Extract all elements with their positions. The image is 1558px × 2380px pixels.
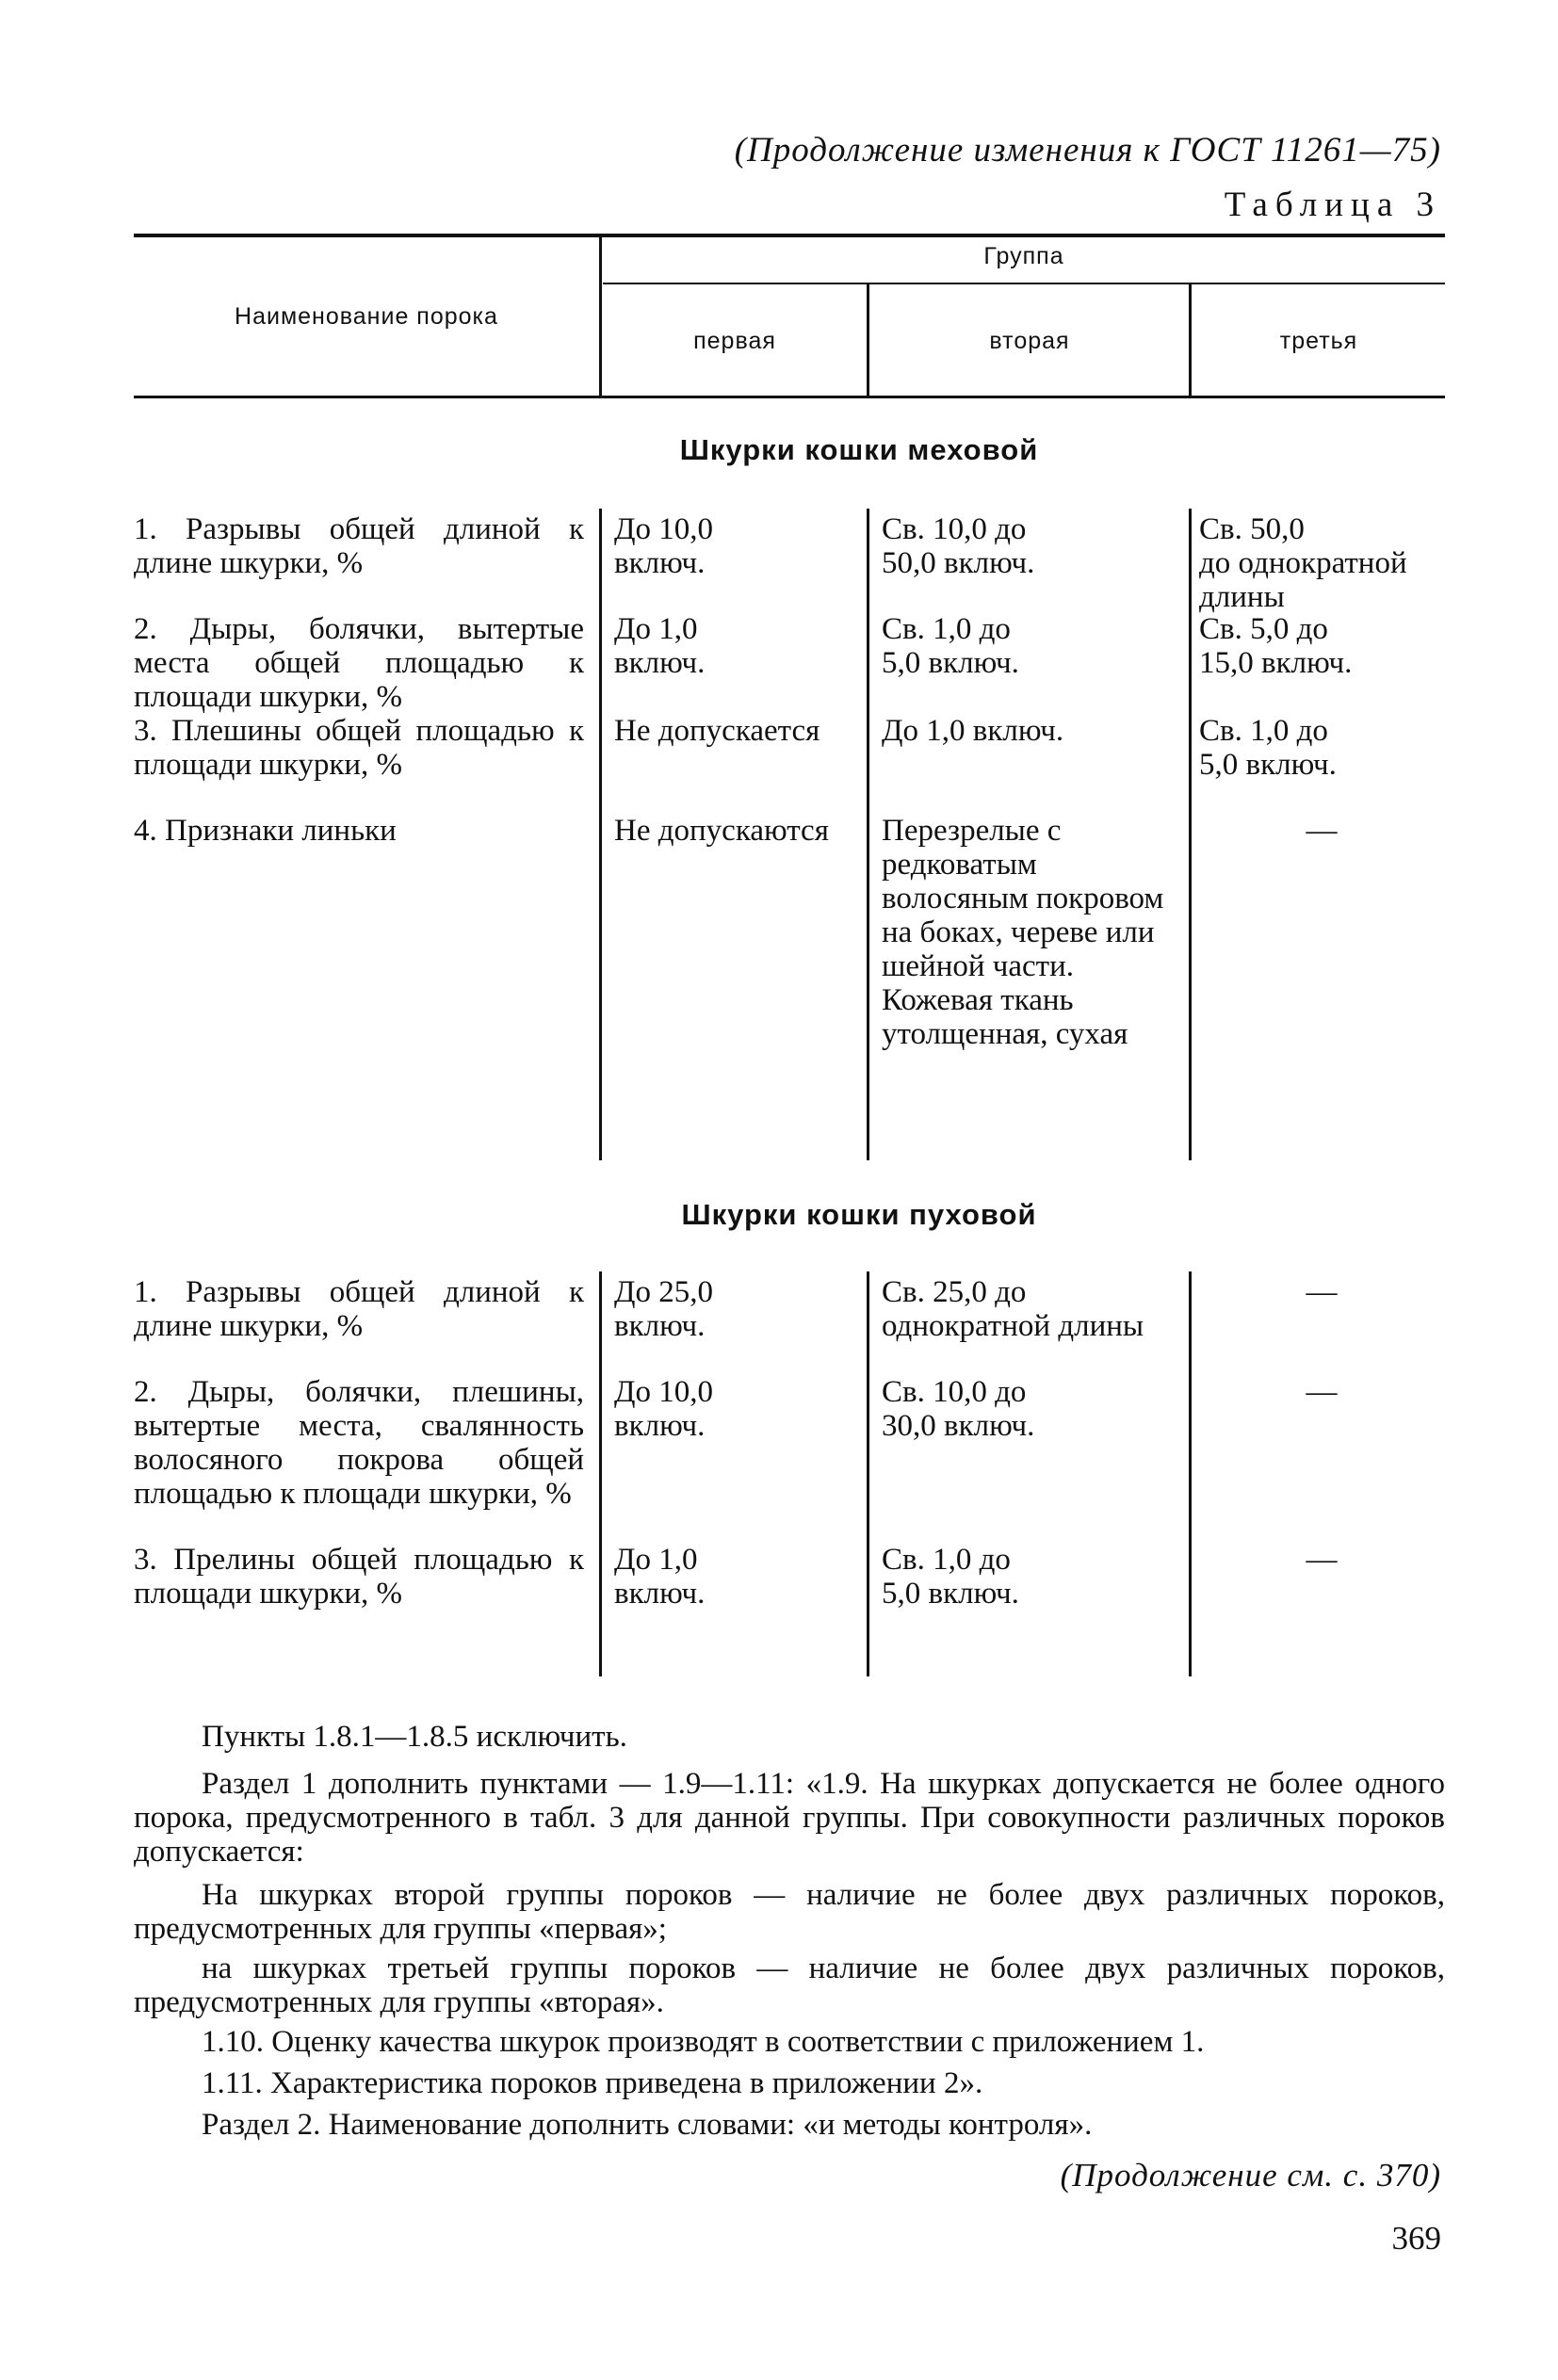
table-cell-second: Св. 1,0 до 5,0 включ. bbox=[882, 1543, 1019, 1611]
body2-divider-name bbox=[599, 1271, 602, 1676]
paragraph: на шкурках третьей группы пороков — наличие не более двух различных пороков, предусмотренных для группы «вторая». bbox=[134, 1951, 1445, 2019]
header-bottom-rule bbox=[134, 396, 1445, 398]
table-cell-third: Св. 1,0 до 5,0 включ. bbox=[1199, 714, 1337, 782]
paragraph: Пункты 1.8.1—1.8.5 исключить. bbox=[202, 1720, 627, 1754]
col-name-header: Наименование порока bbox=[235, 303, 498, 330]
header-divider-second bbox=[1189, 284, 1192, 396]
table-row-name: 4. Признаки линьки bbox=[134, 814, 397, 848]
section-title-down: Шкурки кошки пуховой bbox=[681, 1198, 1037, 1231]
table-row-name: 1. Разрывы общей длиной к длине шкурки, % bbox=[134, 1275, 584, 1343]
table-row-name: 3. Плешины общей площадью к площади шкурки, % bbox=[134, 714, 584, 782]
group-header-rule bbox=[603, 283, 1445, 284]
table-cell-second: Св. 25,0 до однократной длины bbox=[882, 1275, 1144, 1343]
section-title-fur: Шкурки кошки меховой bbox=[679, 433, 1039, 466]
header-divider-name bbox=[599, 237, 602, 396]
table-cell-second: Св. 1,0 до 5,0 включ. bbox=[882, 612, 1019, 680]
body2-divider-second bbox=[1189, 1271, 1192, 1676]
footer-continuation: (Продолжение см. с. 370) bbox=[1060, 2157, 1441, 2194]
table-cell-second: Перезрелые с редковатым волосяным покровом на боках, череве или шейной части. Кожевая ткань утолщенная, сухая bbox=[882, 814, 1164, 1051]
table-cell-third: — bbox=[1306, 1375, 1338, 1409]
paragraph: Раздел 2. Наименование дополнить словами: «и методы контроля». bbox=[202, 2108, 1093, 2142]
table-row-name: 3. Прелины общей площадью к площади шкурки, % bbox=[134, 1543, 584, 1611]
body1-divider-name bbox=[599, 509, 602, 1160]
paragraph: 1.11. Характеристика пороков приведена в приложении 2». bbox=[202, 2066, 983, 2100]
header-continuation: (Продолжение изменения к ГОСТ 11261—75) bbox=[734, 131, 1441, 170]
table-cell-second: Св. 10,0 до 50,0 включ. bbox=[882, 512, 1035, 580]
col-second-header: вторая bbox=[989, 328, 1070, 354]
page-number: 369 bbox=[1391, 2220, 1441, 2257]
col-first-header: первая bbox=[693, 328, 776, 354]
table-cell-first: До 1,0 включ. bbox=[614, 612, 706, 680]
table-cell-first: Не допускаются bbox=[614, 814, 829, 848]
body1-divider-second bbox=[1189, 509, 1192, 1160]
paragraph: Раздел 1 дополнить пунктами — 1.9—1.11: «1.9. На шкурках допускается не более одного порока, предусмотренного в табл. 3 для данной группы. При совокупности различных пороков допускается: bbox=[134, 1767, 1445, 1869]
table-cell-third: Св. 5,0 до 15,0 включ. bbox=[1199, 612, 1353, 680]
table-cell-third: — bbox=[1306, 814, 1338, 848]
table-cell-first: До 25,0 включ. bbox=[614, 1275, 714, 1343]
table-cell-third: — bbox=[1306, 1275, 1338, 1309]
table-label: Таблица 3 bbox=[1224, 186, 1441, 224]
table-top-rule bbox=[134, 234, 1445, 237]
table-cell-third: — bbox=[1306, 1543, 1338, 1577]
table-cell-second: До 1,0 включ. bbox=[882, 714, 1064, 748]
paragraph: 1.10. Оценку качества шкурок производят в соответствии с приложением 1. bbox=[202, 2025, 1205, 2059]
table-cell-third: Св. 50,0 до однократной длины bbox=[1199, 512, 1407, 614]
header-divider-first bbox=[867, 284, 869, 396]
table-cell-second: Св. 10,0 до 30,0 включ. bbox=[882, 1375, 1035, 1443]
group-header: Группа bbox=[983, 243, 1064, 269]
table-cell-first: До 10,0 включ. bbox=[614, 1375, 714, 1443]
table-cell-first: До 1,0 включ. bbox=[614, 1543, 706, 1611]
table-row-name: 2. Дыры, болячки, вытертые места общей площадью к площади шкурки, % bbox=[134, 612, 584, 714]
table-row-name: 1. Разрывы общей длиной к длине шкурки, % bbox=[134, 512, 584, 580]
paragraph: На шкурках второй группы пороков — наличие не более двух различных пороков, предусмотренных для группы «первая»; bbox=[134, 1878, 1445, 1946]
table-cell-first: До 10,0 включ. bbox=[614, 512, 714, 580]
col-third-header: третья bbox=[1279, 328, 1358, 354]
table-cell-first: Не допускается bbox=[614, 714, 820, 748]
table-row-name: 2. Дыры, болячки, плешины, вытертые места, свалянность волосяного покрова общей площадью к площади шкурки, % bbox=[134, 1375, 584, 1511]
